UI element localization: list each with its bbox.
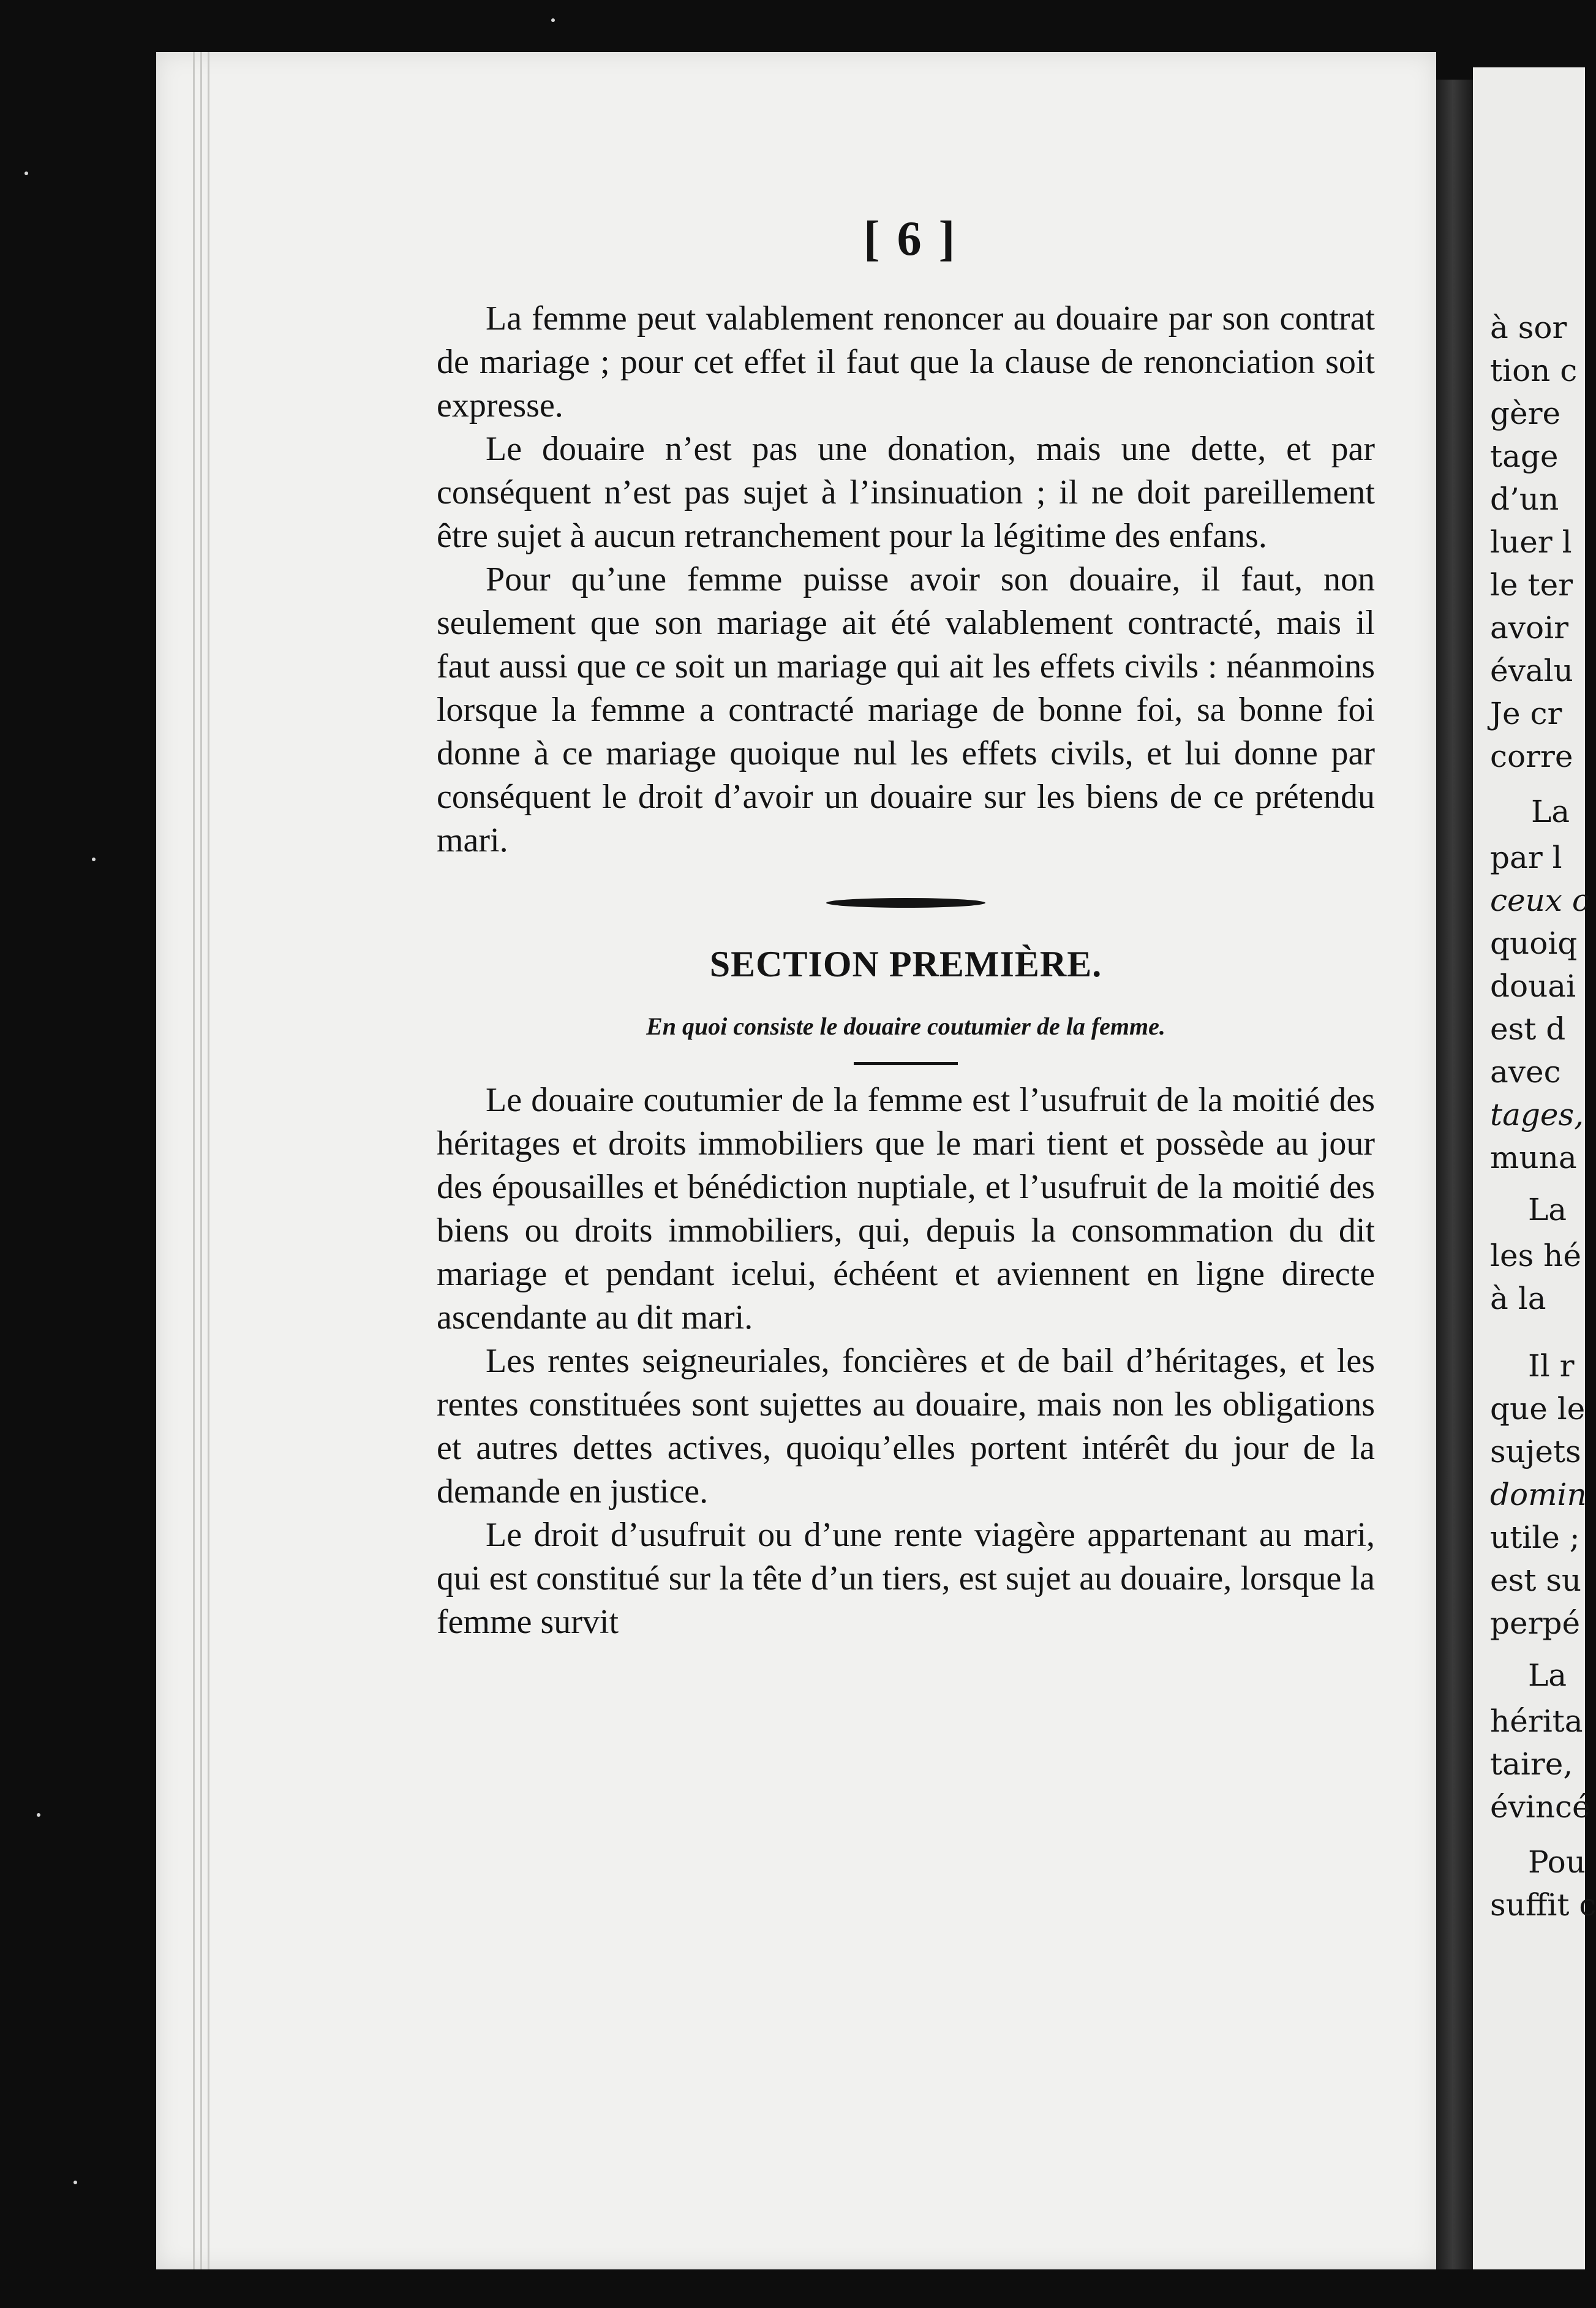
adjacent-page-fragment: muna — [1490, 1140, 1577, 1175]
dust-speck — [37, 1813, 40, 1817]
ornamental-rule — [826, 898, 985, 908]
adjacent-page-fragment: avoir — [1490, 610, 1569, 646]
dust-speck — [24, 172, 28, 175]
body-paragraph: Le droit d’usufruit ou d’une rente viagère appartenant au mari, qui est constitué sur la tête d’un tiers, est sujet au douaire, lorsque la femme survit — [437, 1516, 1375, 1641]
dust-speck — [92, 858, 96, 861]
adjacent-page-fragment: que le — [1490, 1391, 1586, 1427]
adjacent-page — [1473, 67, 1596, 2269]
adjacent-page-fragment: taire, — [1490, 1746, 1573, 1782]
adjacent-page-fragment: évalu — [1490, 653, 1573, 688]
page-body — [437, 297, 1375, 1644]
adjacent-page-fragment: La — [1528, 1192, 1567, 1228]
adjacent-page-fragment: utile ; — [1490, 1520, 1580, 1555]
adjacent-page-fragment: les hé — [1490, 1238, 1581, 1273]
adjacent-page-fragment: hérita — [1490, 1703, 1583, 1739]
adjacent-page-fragment: Je cr — [1490, 696, 1562, 731]
adjacent-page-fragment: suffit c — [1490, 1887, 1596, 1923]
adjacent-page-fragment: à la — [1490, 1281, 1546, 1316]
adjacent-page-fragment: avec — [1490, 1054, 1561, 1090]
adjacent-page-fragment: gère — [1490, 396, 1561, 431]
page-edge-line — [208, 52, 209, 2269]
page-edge-line — [193, 52, 195, 2269]
adjacent-page-fragment: tage — [1490, 439, 1559, 474]
adjacent-page-fragment: La — [1528, 1657, 1567, 1693]
adjacent-page-fragment: quoiq — [1490, 926, 1578, 961]
adjacent-page-fragment: Pou — [1528, 1844, 1586, 1880]
adjacent-page-fragment: évincé — [1490, 1789, 1590, 1825]
book-gutter — [1436, 80, 1473, 2269]
adjacent-page-fragment: luer l — [1490, 524, 1572, 560]
adjacent-page-fragment: tages, — [1490, 1097, 1584, 1133]
page-edge-line — [200, 52, 202, 2269]
adjacent-page-fragment: tion c — [1490, 353, 1578, 388]
adjacent-page-fragment: La — [1531, 794, 1570, 829]
adjacent-page-fragment: d’un — [1490, 481, 1559, 517]
page-number: [ 6 ] — [864, 212, 958, 266]
divider-rule — [854, 1062, 958, 1065]
adjacent-page-fragment: est d — [1490, 1011, 1566, 1047]
body-paragraph: Pour qu’une femme puisse avoir son douaire, il faut, non seulement que son mariage ait été valablement contracté, mais il faut aussi que ce soit un mariage qui ait les effets civils : néanmoins lorsque la femme a contracté mariage de bonne foi, sa bonne foi donne à ce mariage quoique nul les effets civils, et lui donne par conséquent le droit d’avoir un douaire sur les biens de ce prétendu mari. — [437, 560, 1375, 859]
body-paragraph: Le douaire coutumier de la femme est l’usufruit de la moitié des héritages et droits immobiliers que le mari tient et possède au jour des épousailles et bénédiction nuptiale, et l’usufruit de la moitié des biens ou droits immobiliers, qui, depuis la consommation du dit mariage et pendant icelui, échéent et aviennent en ligne directe ascendante au dit mari. — [437, 1081, 1375, 1337]
body-paragraph: Le douaire n’est pas une donation, mais une dette, et par conséquent n’est pas sujet à l’insinuation ; il ne doit pareillement être sujet à aucun retranchement pour la légitime des enfans. — [437, 430, 1375, 555]
adjacent-page-fragment: perpé — [1490, 1605, 1581, 1641]
adjacent-page-fragment: est su — [1490, 1563, 1582, 1598]
adjacent-page-fragment: Il r — [1528, 1348, 1575, 1384]
adjacent-page-fragment: par l — [1490, 840, 1562, 875]
section-subtitle: En quoi consiste le douaire coutumier de la femme. — [646, 1013, 1165, 1040]
adjacent-page-fragment: à sor — [1490, 310, 1567, 345]
adjacent-page-fragment: le ter — [1490, 567, 1573, 603]
body-paragraph: Les rentes seigneuriales, foncières et de bail d’héritages, et les rentes constituées sont sujettes au douaire, mais non les obligations et autres dettes actives, quoiqu’elles portent intérêt du jour de la demande en justice. — [437, 1342, 1375, 1510]
body-paragraph: La femme peut valablement renoncer au douaire par son contrat de mariage ; pour cet effet il faut que la clause de renonciation soit expresse. — [437, 300, 1375, 424]
adjacent-page-fragment: domin — [1490, 1477, 1587, 1512]
adjacent-page-fragment: sujets — [1490, 1434, 1581, 1469]
dust-speck — [73, 2181, 77, 2184]
dust-speck — [551, 18, 555, 22]
adjacent-page-fragment: douai — [1490, 968, 1576, 1004]
adjacent-page-fragment: corre — [1490, 739, 1573, 774]
section-heading-block — [437, 898, 1375, 1065]
adjacent-page-fragment: ceux c — [1490, 883, 1589, 918]
section-title: SECTION PREMIÈRE. — [709, 944, 1102, 984]
